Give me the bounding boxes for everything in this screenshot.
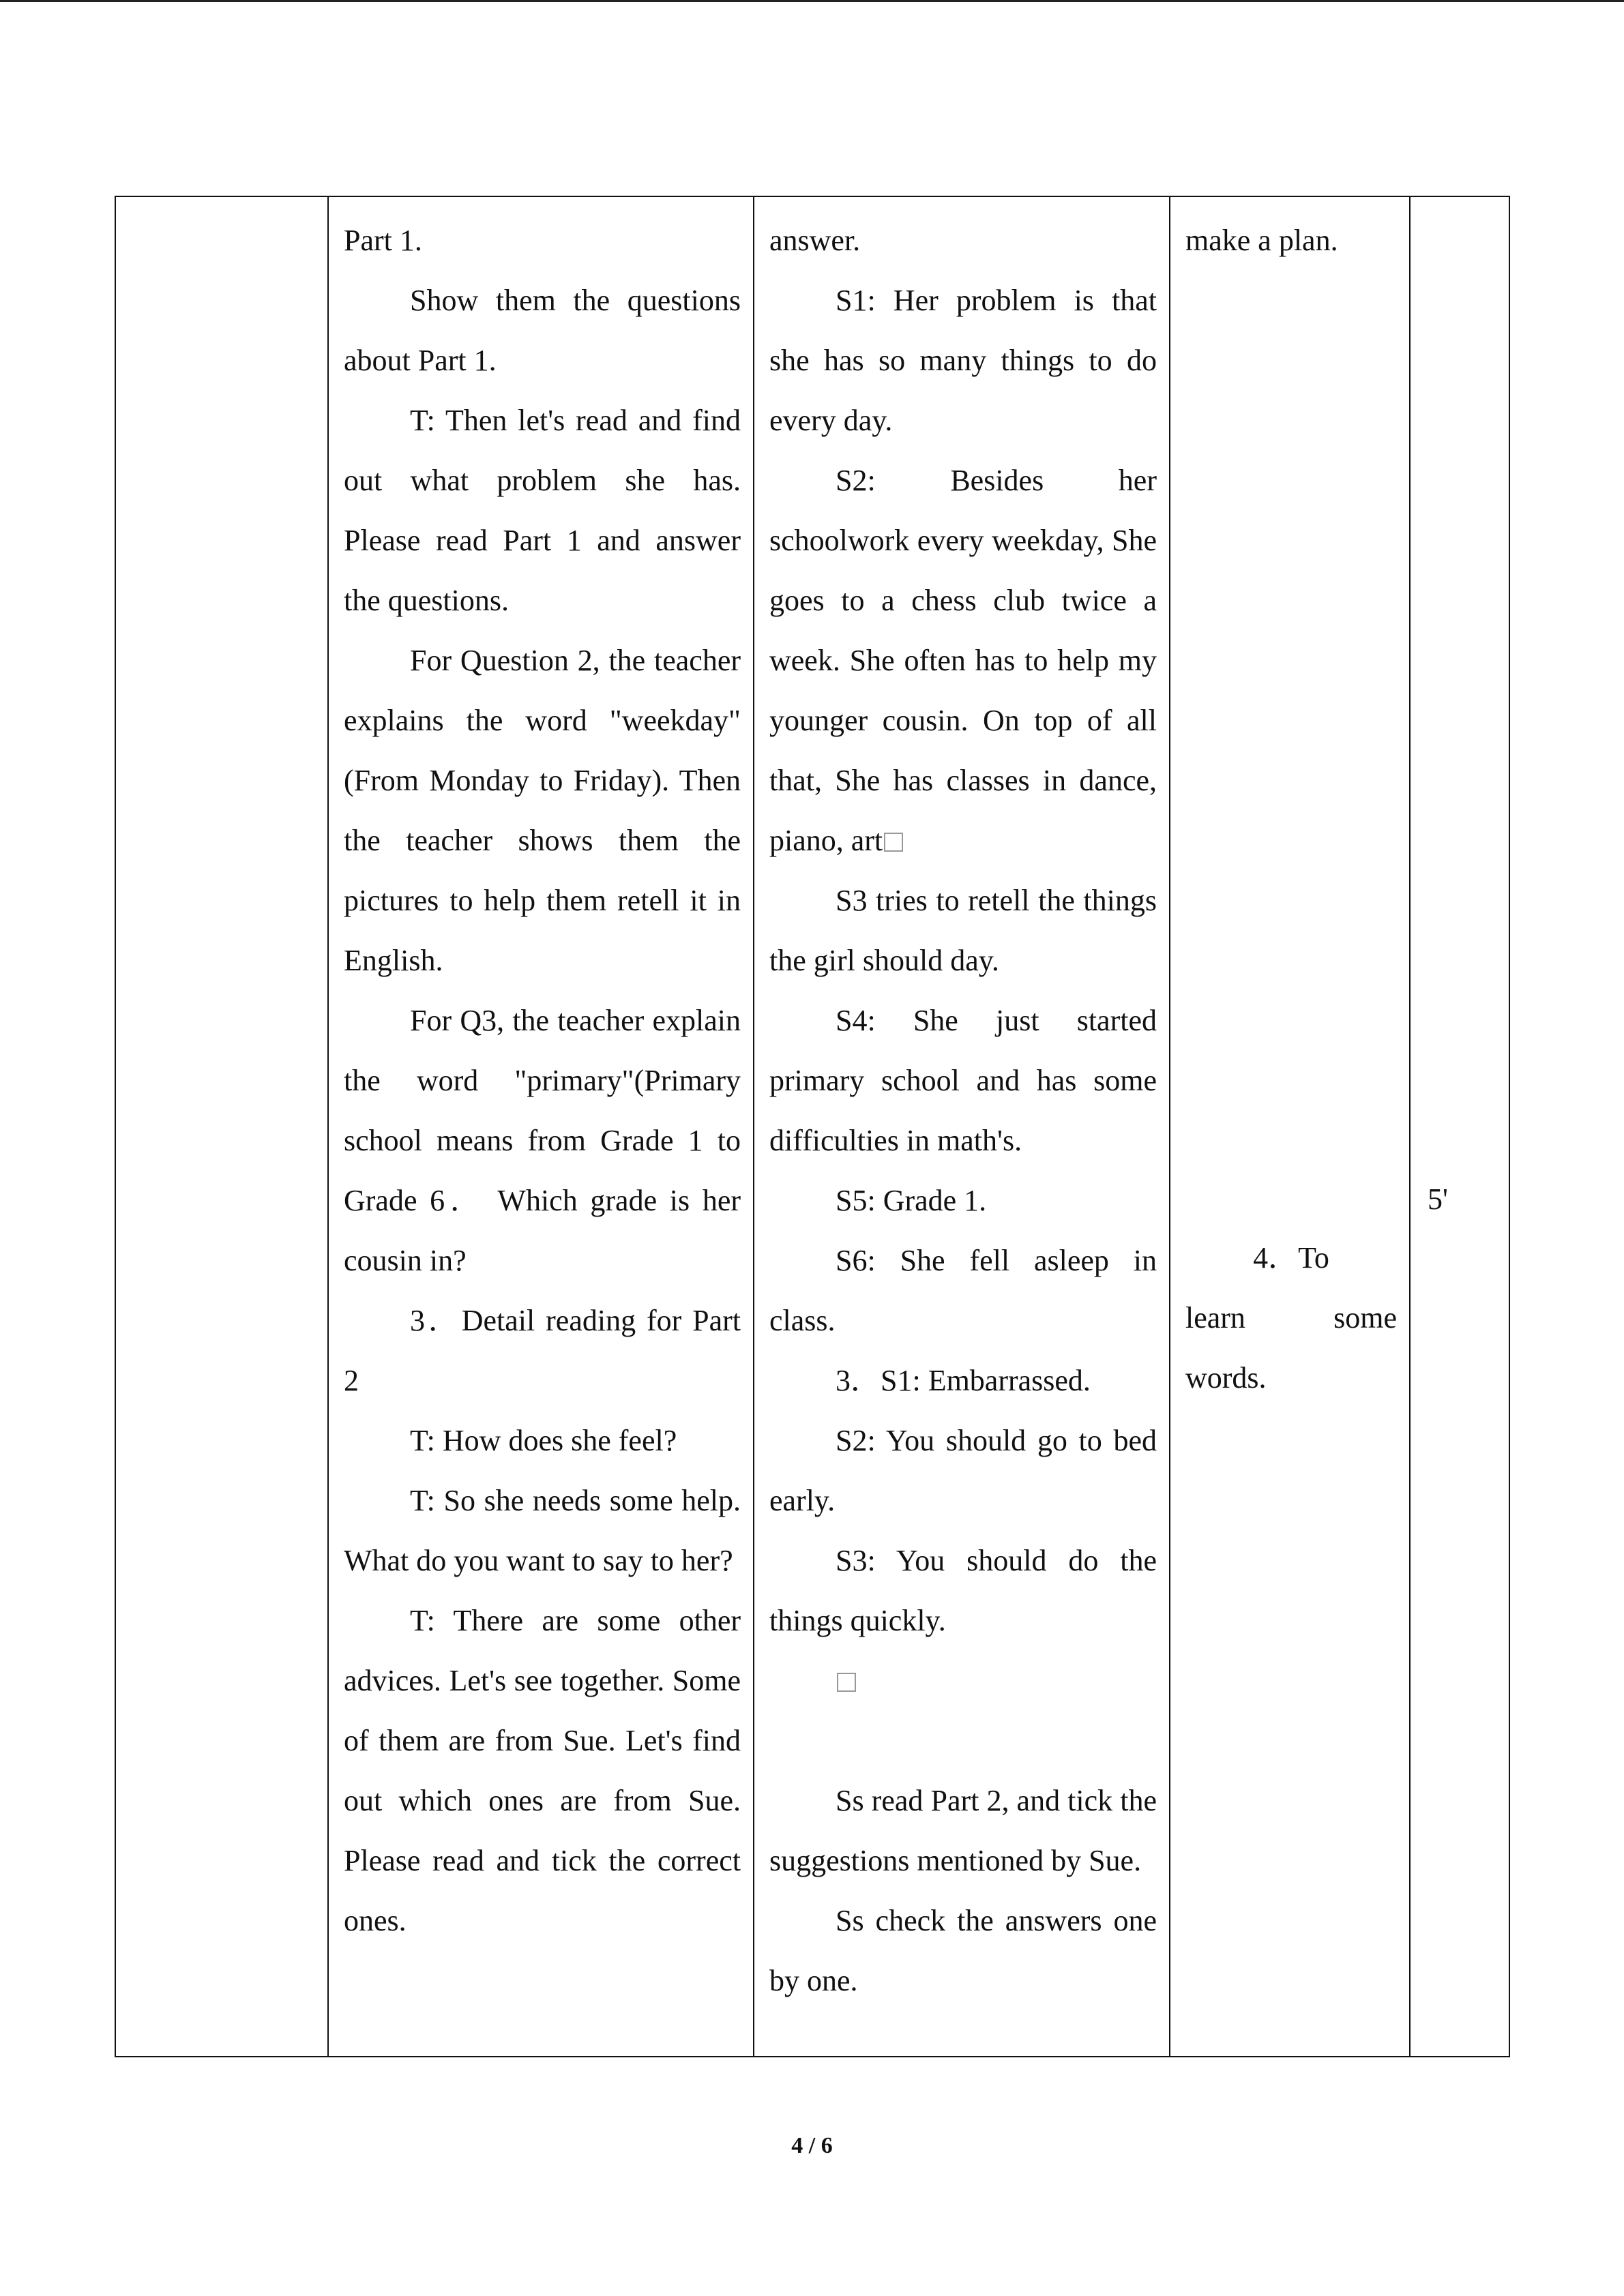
student-line: answer. [769, 224, 861, 257]
teacher-line: 3．Detail reading for Part 2 [344, 1304, 741, 1397]
teacher-line: Part 1. [344, 224, 422, 257]
missing-glyph-box-icon [837, 1673, 856, 1692]
purpose-text: learn some words. [1185, 1301, 1397, 1395]
teacher-line: T: So she needs some help. What do you want to say to her? [344, 1484, 741, 1577]
student-line-text: S2: Besides her schoolwork every weekday, She goes to a chess club twice a week. She often has to help my younger cousin. On top of all that, She has classes in dance, piano, art [769, 464, 1157, 857]
teacher-line: For Q3, the teacher explain the word "primary"(Primary school means from Grade 1 to Grade 6． Which grade is her cousin in? [344, 1004, 741, 1277]
top-border-line [0, 0, 1624, 2]
page-indicator: 4 / 6 [791, 2133, 833, 2158]
purpose-lower-block [1185, 1228, 1397, 1408]
student-line: S3: You should do the things quickly. [769, 1544, 1157, 1637]
blank-line [769, 1711, 1157, 1771]
student-line: S4: She just started primary school and has some difficulties in math's. [769, 1004, 1157, 1157]
student-line: S5: Grade 1. [836, 1184, 987, 1217]
student-line: Ss check the answers one by one. [769, 1904, 1157, 1997]
teacher-line: T: Then let's read and find out what problem she has. Please read Part 1 and answer the questions. [344, 404, 741, 617]
teacher-line: T: There are some other advices. Let's see together. Some of them are from Sue. Let's find out which ones are from Sue. Please read and tick the correct ones. [344, 1604, 741, 1937]
teacher-line: T: How does she feel? [410, 1424, 677, 1457]
student-activity-cell [754, 197, 1172, 2056]
student-line: S2: You should go to bed early. [769, 1424, 1157, 1517]
missing-glyph-box-icon [884, 833, 903, 852]
time-value: 5' [1428, 1182, 1448, 1216]
teacher-activity-cell [329, 197, 756, 2056]
image-placeholder-line [769, 1651, 1157, 1711]
student-line: S6: She fell asleep in class. [769, 1244, 1157, 1337]
purpose-top-text: make a plan. [1185, 224, 1338, 257]
lesson-plan-table [115, 196, 1510, 2057]
student-line [769, 451, 1157, 871]
purpose-number: 4．To [1253, 1241, 1329, 1274]
student-line: S3 tries to retell the things the girl should day. [769, 884, 1157, 977]
time-cell [1411, 197, 1510, 2056]
purpose-cell [1170, 197, 1412, 2056]
student-line: Ss read Part 2, and tick the suggestions mentioned by Sue. [769, 1784, 1157, 1877]
teacher-line: Show them the questions about Part 1. [344, 284, 741, 377]
teacher-line: For Question 2, the teacher explains the word "weekday" (From Monday to Friday). Then the teacher shows them the pictures to help them retell it in English. [344, 644, 741, 977]
student-line: 3．S1: Embarrassed. [836, 1364, 1091, 1397]
student-line: S1: Her problem is that she has so many things to do every day. [769, 284, 1157, 437]
